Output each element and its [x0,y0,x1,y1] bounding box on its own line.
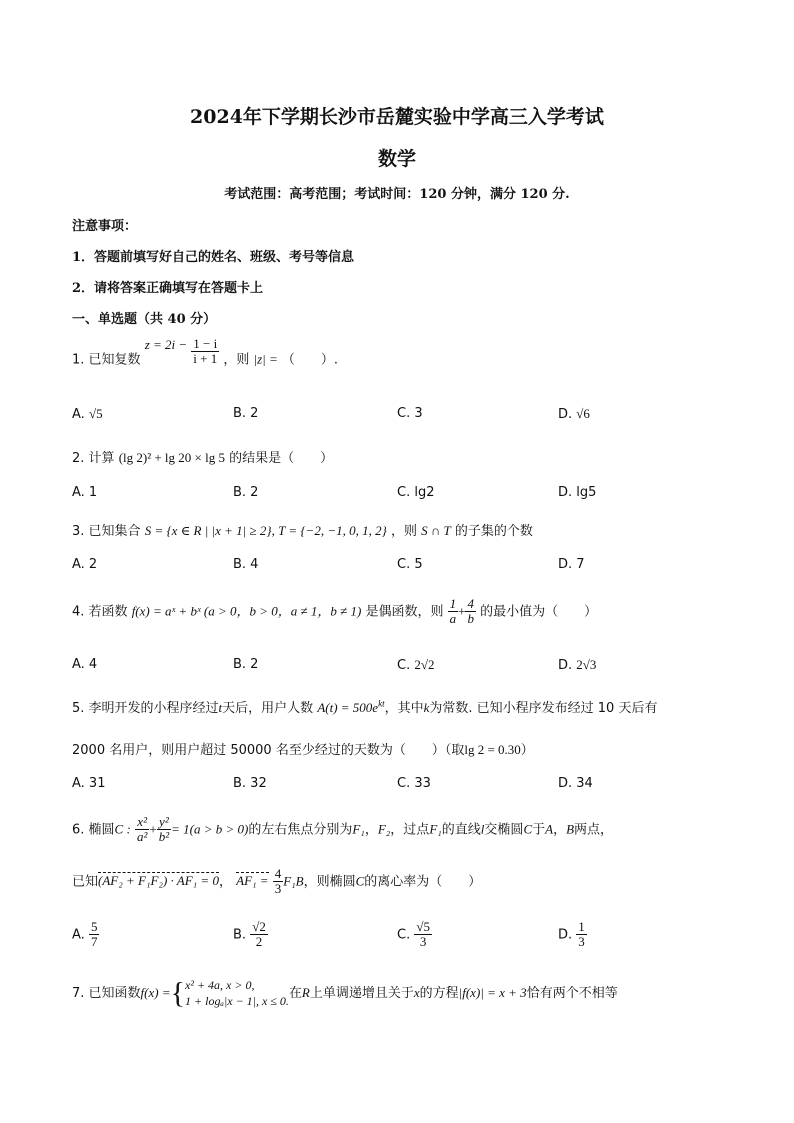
q6-option-a[interactable]: A. $\frac{5}{7}$ [72,919,98,950]
question-7: 7. 已知函数f(x) ={ x² + 4a, x > 0, 1 + logₐ|x − 1|, x ≤ 0. 在R上单调递增且关于x的方程|f(x)| = x + 3恰有两个不相等 [72,976,618,1010]
q4-option-c[interactable]: C. 2√2 [397,657,435,673]
q3-option-d[interactable]: D. 7 [558,557,585,572]
q2-option-a[interactable]: A. 1 [72,485,98,500]
exam-subject: 数学 [377,148,416,170]
notice-item-2: 2．请将答案正确填写在答题卡上 [72,281,264,296]
q4-option-d[interactable]: D. 2√3 [558,657,597,673]
q6-fraction-y: $\frac{\text{y²}}{\text{b²}}$ [158,814,170,845]
q5-option-c[interactable]: C. 33 [397,776,431,791]
question-5-line-1: 5. 李明开发的小程序经过t天后，用户人数 $A(t) = 500e^{kt}$，其中k为常数. 已知小程序发布经过 10 天后有 [72,698,658,716]
q5-option-b[interactable]: B. 32 [233,776,267,791]
q6-option-b[interactable]: B. $\frac{√2}{2}$ [233,919,266,950]
q1-option-a[interactable]: A. √5 [72,406,103,422]
question-4: 4. 若函数 f(x) = aˣ + bˣ (a > 0，b > 0，a ≠ 1，b ≠ 1) 是偶函数，则 $\frac{1}{a}$ + $\frac{4}{b}$ 的最小值为（ ） [72,596,598,627]
question-1: 1. 已知复数 z = 2i − $\frac{1 - i}{i + 1}$ ，则 |z| = （ ）. [72,336,339,368]
exam-info: 考试范围：高考范围；考试时间：120 分钟，满分 120 分. [224,187,570,202]
notice-heading: 注意事项： [72,219,138,234]
notice-item-1: 1．答题前填写好自己的姓名、班级、考号等信息 [72,250,355,265]
question-6-line-1: 6. 椭圆C : $\frac{\text{x²}}{\text{a²}}$ + $\frac{\text{y²}}{\text{b²}}$ = 1(a > b > 0)的左右焦点分别为F₁，F₂，过点F₁的直线l交椭圆C于A，B两点， [72,814,614,845]
q5-option-d[interactable]: D. 34 [558,776,593,791]
q2-option-c[interactable]: C. lg2 [397,485,435,500]
exam-title: 2024年下学期长沙市岳麓实验中学高三入学考试 [190,106,604,128]
q2-option-d[interactable]: D. lg5 [558,485,597,500]
q6-fraction-x: $\frac{\text{x²}}{\text{a²}}$ [136,814,148,845]
q4-fraction-2: $\frac{4}{b}$ [467,596,474,627]
q4-option-b[interactable]: B. 2 [233,657,259,672]
q4-fraction-1: $\frac{1}{a}$ [449,596,457,627]
q2-option-b[interactable]: B. 2 [233,485,259,500]
q4-option-a[interactable]: A. 4 [72,657,98,672]
q5-option-a[interactable]: A. 31 [72,776,106,791]
piecewise-cases: x² + 4a, x > 0, 1 + logₐ|x − 1|, x ≤ 0. [185,978,289,1008]
question-6-line-2: 已知(AF₂ + F₁F₂) · AF₁ = 0， AF₁ = $\frac{4}{3}$ F₁B，则椭圆C的离心率为（ ） [72,866,482,897]
q3-option-b[interactable]: B. 4 [233,557,259,572]
q3-option-c[interactable]: C. 5 [397,557,423,572]
question-2: 2. 计算 (lg 2)² + lg 20 × lg 5 的结果是（ ） [72,450,334,466]
q1-fraction: $\frac{1 - i}{i + 1}$ [193,336,218,367]
q6-option-d[interactable]: D. $\frac{1}{3}$ [558,919,585,950]
piecewise-brace: { [170,976,186,1010]
q6-option-c[interactable]: C. $\frac{√5}{3}$ [397,919,430,950]
q1-option-c[interactable]: C. 3 [397,406,423,421]
q3-option-a[interactable]: A. 2 [72,557,98,572]
question-3: 3. 已知集合 S = {x ∈ R | |x + 1| ≥ 2}, T = {−2, −1, 0, 1, 2} ，则 S ∩ T 的子集的个数 [72,523,533,539]
q6-fraction-4-3: $\frac{4}{3}$ [274,866,282,897]
q1-option-d[interactable]: D. √6 [558,406,590,422]
q1-option-b[interactable]: B. 2 [233,406,259,421]
question-5-line-2: 2000 名用户，则用户超过 50000 名至少经过的天数为（ ）（取lg 2 = 0.30） [72,742,534,758]
section-heading: 一、单选题（共 40 分） [72,312,217,327]
